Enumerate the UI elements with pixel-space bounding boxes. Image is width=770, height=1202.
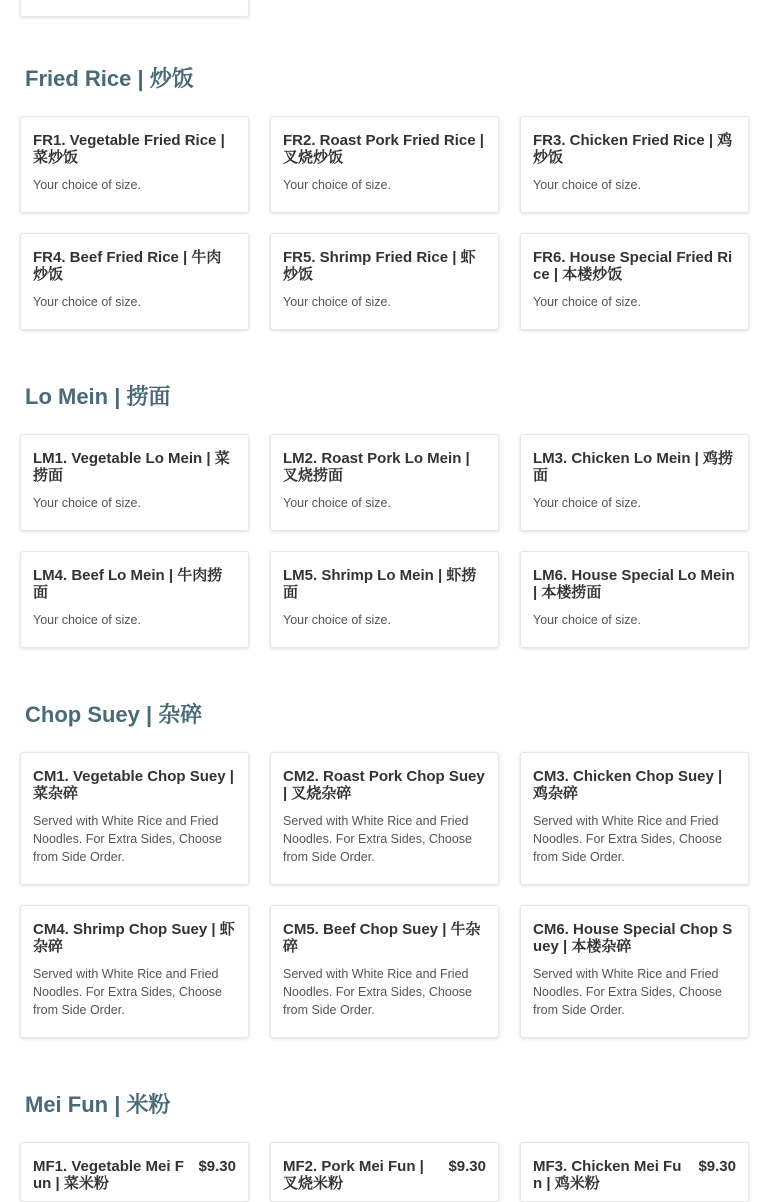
menu-item-card[interactable] <box>270 434 499 531</box>
menu-item-name: LM3. Chicken Lo Mein | 鸡捞面 <box>533 450 734 484</box>
menu-item-price: $9.30 <box>198 1158 236 1175</box>
menu-item-card[interactable] <box>20 434 249 531</box>
menu-item-name: LM5. Shrimp Lo Mein | 虾捞面 <box>283 567 477 601</box>
menu-item-card[interactable] <box>20 116 249 213</box>
menu-item-name: FR3. Chicken Fried Rice | 鸡炒饭 <box>533 132 733 166</box>
menu-item-name: MF2. Pork Mei Fun | 叉烧米粉 <box>283 1158 424 1192</box>
menu-item-description: Served with White Rice and Fried Noodles. For Extra Sides, Choose from Side Order. <box>533 814 722 864</box>
section-title-fried-rice: Fried Rice | 炒饭 <box>25 66 194 91</box>
menu-item-name: MF1. Vegetable Mei Fun | 菜米粉 <box>33 1158 184 1192</box>
menu-item-name: LM6. House Special Lo Mein | 本楼捞面 <box>533 567 735 601</box>
menu-item-name: FR2. Roast Pork Fried Rice | 叉烧炒饭 <box>283 132 484 166</box>
menu-item-card[interactable] <box>270 233 499 330</box>
menu-item-description: Your choice of size. <box>283 295 391 309</box>
menu-item-card[interactable] <box>20 1142 249 1202</box>
menu-item-card[interactable] <box>520 233 749 330</box>
menu-item-description: Served with White Rice and Fried Noodles. For Extra Sides, Choose from Side Order. <box>283 967 472 1017</box>
menu-item-card[interactable] <box>270 116 499 213</box>
menu-item-card[interactable] <box>520 752 749 885</box>
menu-item-card[interactable] <box>20 233 249 330</box>
menu-item-card[interactable] <box>20 0 249 17</box>
menu-item-name: MF3. Chicken Mei Fun | 鸡米粉 <box>533 1158 682 1192</box>
menu-item-card[interactable] <box>520 1142 749 1202</box>
menu-item-name: FR4. Beef Fried Rice | 牛肉炒饭 <box>33 249 222 283</box>
menu-item-description: Served with White Rice and Fried Noodles. For Extra Sides, Choose from Side Order. <box>33 967 222 1017</box>
menu-item-name: FR1. Vegetable Fried Rice | 菜炒饭 <box>33 132 225 166</box>
menu-item-name: CM3. Chicken Chop Suey | 鸡杂碎 <box>533 768 723 802</box>
menu-item-price: $9.30 <box>448 1158 486 1175</box>
menu-item-card[interactable] <box>20 752 249 885</box>
menu-item-description: Served with White Rice and Fried Noodles. For Extra Sides, Choose from Side Order. <box>283 814 472 864</box>
menu-item-card[interactable] <box>270 1142 499 1202</box>
menu-item-name: CM6. House Special Chop Suey | 本楼杂碎 <box>533 921 733 955</box>
menu-item-name: FR5. Shrimp Fried Rice | 虾炒饭 <box>283 249 476 283</box>
section-title-lo-mein: Lo Mein | 捞面 <box>25 384 171 409</box>
menu-item-card[interactable] <box>270 752 499 885</box>
menu-item-description: Your choice of size. <box>33 496 141 510</box>
menu-item-card[interactable] <box>270 905 499 1038</box>
menu-item-description: Your choice of size. <box>283 178 391 192</box>
menu-item-description: Your choice of size. <box>283 613 391 627</box>
menu-item-name: FR6. House Special Fried Rice | 本楼炒饭 <box>533 249 733 283</box>
menu-item-name: CM5. Beef Chop Suey | 牛杂碎 <box>283 921 481 955</box>
menu-item-name: LM2. Roast Pork Lo Mein | 叉烧捞面 <box>283 450 470 484</box>
menu-item-description: Your choice of size. <box>33 178 141 192</box>
menu-item-description: Your choice of size. <box>283 496 391 510</box>
menu-item-card[interactable] <box>520 116 749 213</box>
menu-item-card[interactable] <box>20 551 249 648</box>
menu-item-description: Your choice of size. <box>33 613 141 627</box>
menu-item-card[interactable] <box>270 551 499 648</box>
menu-item-name: CM1. Vegetable Chop Suey | 菜杂碎 <box>33 768 234 802</box>
menu-item-description: Your choice of size. <box>533 496 641 510</box>
menu-item-card[interactable] <box>520 551 749 648</box>
menu-item-description: Your choice of size. <box>533 178 641 192</box>
menu-item-description: Your choice of size. <box>533 295 641 309</box>
section-title-mei-fun: Mei Fun | 米粉 <box>25 1092 171 1117</box>
menu-item-price: $9.30 <box>698 1158 736 1175</box>
menu-item-name: LM4. Beef Lo Mein | 牛肉捞面 <box>33 567 223 601</box>
menu-item-description: Your choice of size. <box>33 295 141 309</box>
menu-item-description: Served with White Rice and Fried Noodles. For Extra Sides, Choose from Side Order. <box>533 967 722 1017</box>
menu-item-card[interactable] <box>20 905 249 1038</box>
section-title-chop-suey: Chop Suey | 杂碎 <box>25 702 203 727</box>
menu-item-description: Served with White Rice and Fried Noodles. For Extra Sides, Choose from Side Order. <box>33 814 222 864</box>
menu-item-name: CM4. Shrimp Chop Suey | 虾杂碎 <box>33 921 235 955</box>
menu-item-card[interactable] <box>520 905 749 1038</box>
menu-item-name: CM2. Roast Pork Chop Suey | 叉烧杂碎 <box>283 768 485 802</box>
menu-item-description: Your choice of size. <box>533 613 641 627</box>
menu-item-name: LM1. Vegetable Lo Mein | 菜捞面 <box>33 450 230 484</box>
menu-item-card[interactable] <box>520 434 749 531</box>
